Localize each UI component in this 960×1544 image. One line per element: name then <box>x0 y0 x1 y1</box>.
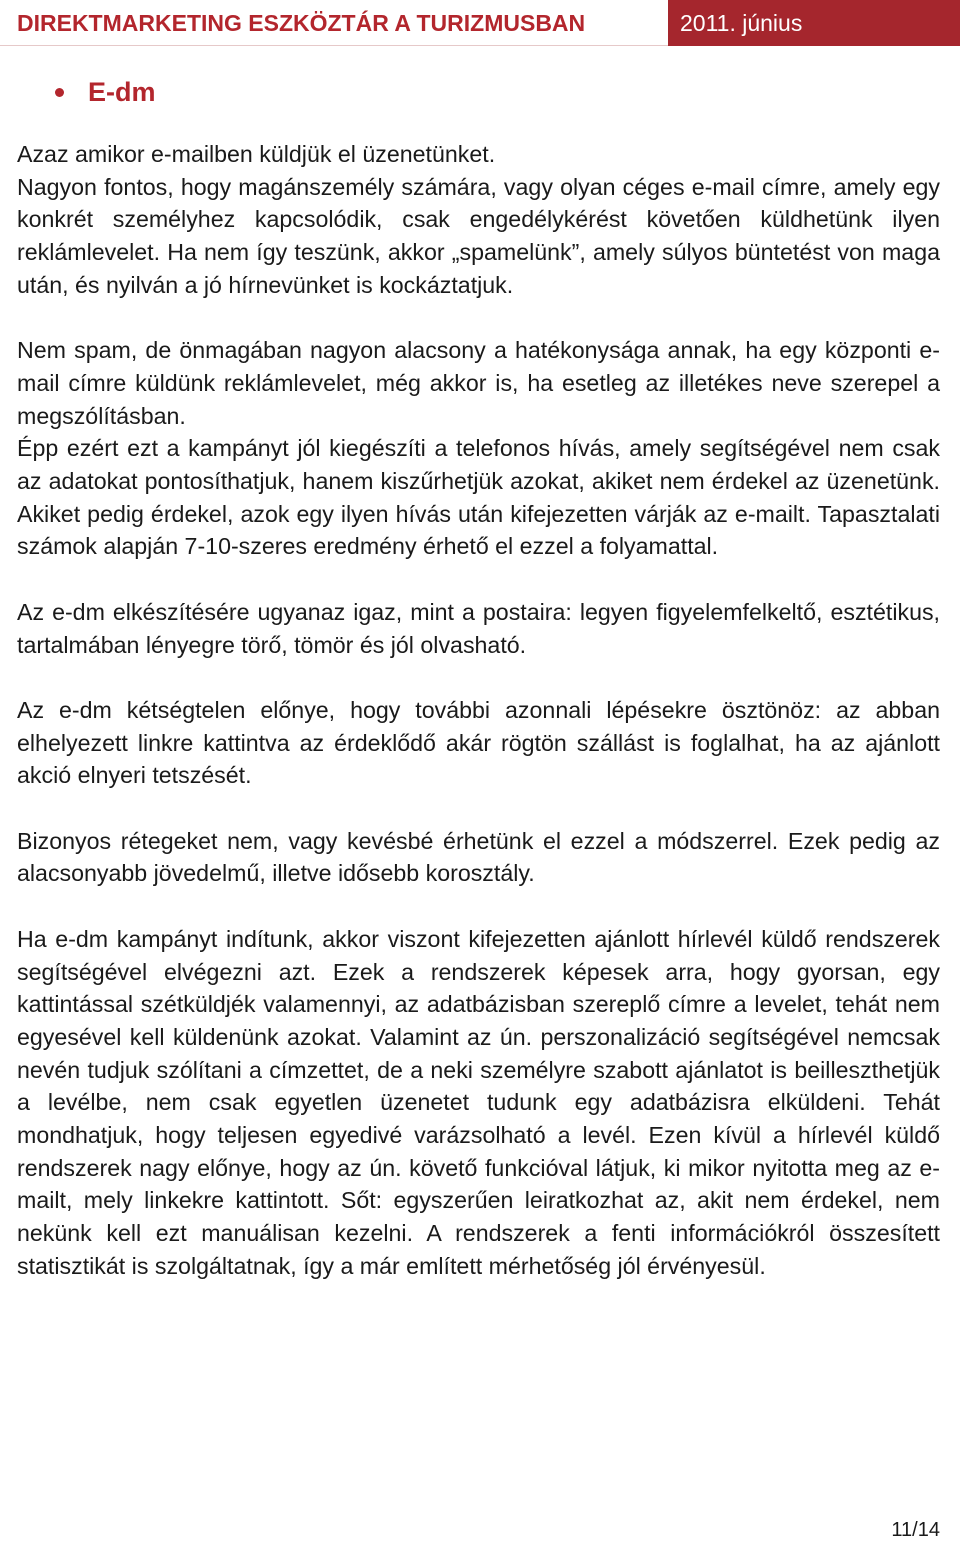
paragraph: Az e-dm kétségtelen előnye, hogy további azonnali lépésekre ösztönöz: az abban elhelyezett linkre kattintva az érdeklődő akár rögtön szállást is foglalhat, ha az ajánlott akció elnyeri tetszését. <box>17 696 940 789</box>
paragraph: Bizonyos rétegeket nem, vagy kevésbé érhetünk el ezzel a módszerrel. Ezek pedig az alacsonyabb jövedelmű, illetve idősebb korosztály. <box>17 827 940 887</box>
paragraph: Nem spam, de önmagában nagyon alacsony a hatékonysága annak, ha egy központi e-mail címre küldünk reklámlevelet, még akkor is, ha esetleg az illetékes neve szerepel a megszólításban. <box>17 337 940 429</box>
section-heading <box>55 72 156 112</box>
paragraph: Épp ezért ezt a kampányt jól kiegészíti a telefonos hívás, amely segítségével nem csak az adatokat pontosíthatjuk, hanem kiszűrhetjük azokat, akiket nem érdekel az üzenetünk. Akiket pedig érdekel, azok egy ilyen hívás után kifejezetten várják az e-mailt. Tapasztalati számok alapján 7-10-szeres eredmény érhető el ezzel a folyamattal. <box>17 435 940 560</box>
paragraph-spacer <box>17 302 940 335</box>
paragraph: Nagyon fontos, hogy magánszemély számára, vagy olyan céges e-mail címre, amely egy konkrét személyhez kapcsolódik, csak engedélykérést követően küldhetünk ilyen reklámlevelet. Ha nem így teszünk, akkor „spamelünk”, amely súlyos büntetést von maga után, és nyilván a jó hírnevünket is kockáztatjuk. <box>17 173 940 298</box>
body-text <box>17 138 940 1283</box>
page-number: 11/14 <box>891 1519 940 1541</box>
paragraph-spacer <box>17 563 940 596</box>
paragraph: Azaz amikor e-mailben küldjük el üzenetünket. <box>17 141 496 167</box>
paragraph-spacer <box>17 661 940 694</box>
bullet-icon <box>55 88 64 97</box>
document-date: 2011. június <box>668 0 960 46</box>
paragraph: Ha e-dm kampányt indítunk, akkor viszont kifejezetten ajánlott hírlevél küldő rendszerek segítségével elvégezni azt. Ezek a rendszerek képesek arra, hogy gyorsan, egy kattintással szétküldjék valamennyi, az adatbázisban szereplő címre a levelet, tehát nem egyesével kell küldenünk azokat. Valamint az ún. perszonalizáció segítségével nemcsak nevén tudjuk szólítani a címzettet, de a neki személyre szabott ajánlatot is beilleszthetjük a levélbe, nem csak egyetlen üzenetet tudunk egy adatbázisra elküldeni. Tehát mondhatjuk, hogy teljesen egyedivé varázsolható a levél. Ezen kívül a hírlevél küldő rendszerek nagy előnye, hogy az ún. követő funkcióval látjuk, ki mikor nyitotta meg az e-mailt, mely linkekre kattintott. Sőt: egyszerűen leiratkozhat az, akit nem érdekel, nem nekünk kell ezt manuálisan kezelni. A rendszerek a fenti információkról összesített statisztikát is szolgáltatnak, így a már említett mérhetőség jól érvényesül. <box>17 925 940 1279</box>
paragraph-spacer <box>17 792 940 825</box>
section-heading-label: E-dm <box>88 77 156 107</box>
page-header <box>0 0 960 46</box>
paragraph-spacer <box>17 890 940 923</box>
paragraph: Az e-dm elkészítésére ugyanaz igaz, mint a postaira: legyen figyelemfelkeltő, esztétikus, tartalmában lényegre törő, tömör és jól olvasható. <box>17 598 940 658</box>
document-title: DIREKTMARKETING ESZKÖZTÁR A TURIZMUSBAN <box>0 0 668 46</box>
